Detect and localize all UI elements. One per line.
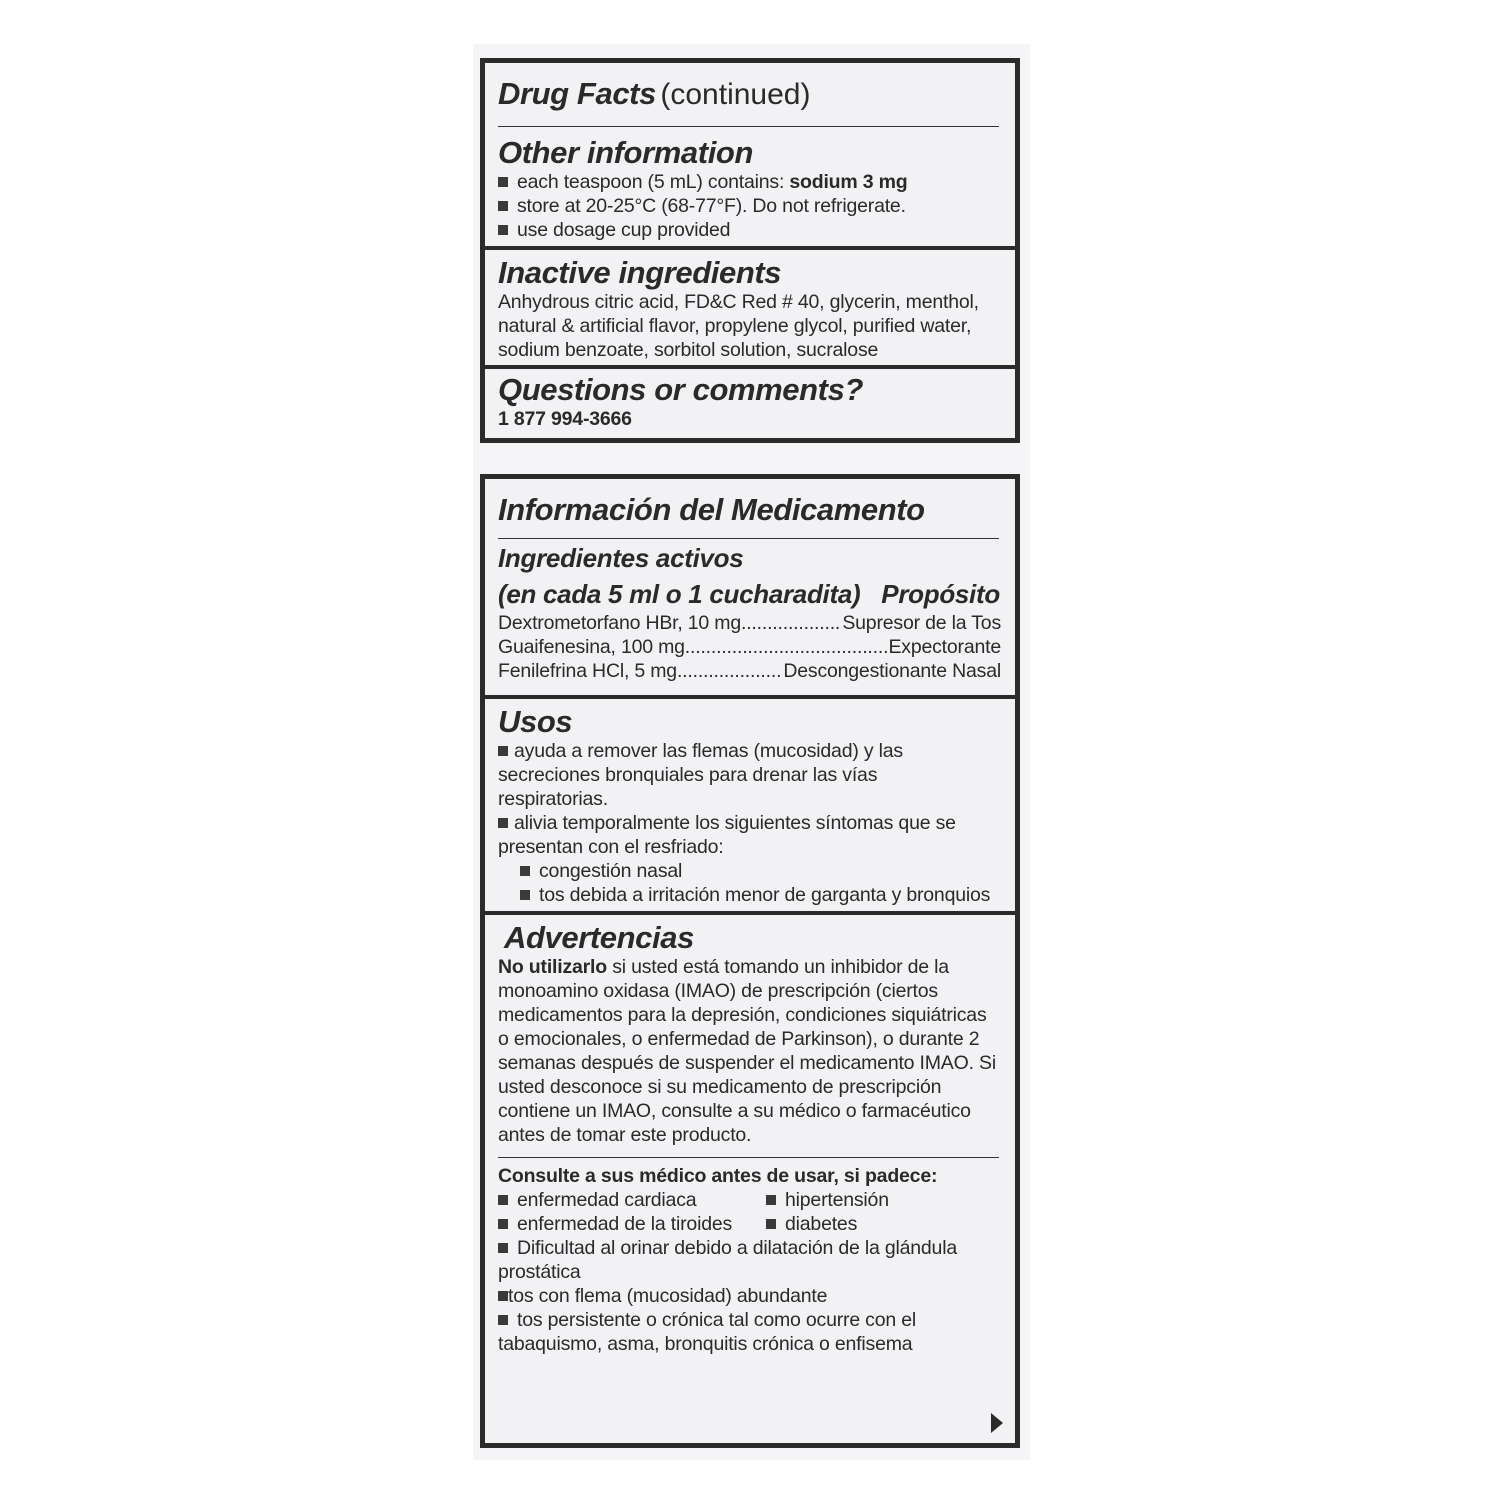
condition-item: Dificultad al orinar debido a dilatación de la glándula bbox=[498, 1236, 1001, 1260]
condition-item: tos persistente o crónica tal como ocurre con el bbox=[498, 1308, 1001, 1332]
warning-line: medicamentos para la depresión, condiciones siquiátricas bbox=[498, 1004, 987, 1026]
inactive-line: sodium benzoate, sorbitol solution, sucralose bbox=[498, 339, 879, 361]
warning-line: o emocionales, o enfermedad de Parkinson), o durante 2 bbox=[498, 1028, 980, 1050]
bullet-icon bbox=[498, 818, 508, 828]
inactive-ingredients-heading: Inactive ingredients bbox=[498, 255, 782, 290]
warning-line: usted desconoce si su medicamento de prescripción bbox=[498, 1076, 942, 1098]
usos-subitem: congestión nasal bbox=[498, 859, 1001, 883]
advertencias-heading: Advertencias bbox=[504, 920, 694, 955]
purpose-heading: Propósito bbox=[881, 579, 1000, 609]
usos-heading: Usos bbox=[498, 704, 573, 739]
other-info-item: each teaspoon (5 mL) contains: sodium 3 mg bbox=[498, 170, 1001, 194]
section-divider bbox=[485, 246, 1015, 250]
active-ingredients-heading: Ingredientes activos bbox=[498, 543, 744, 573]
condition-line: prostática bbox=[498, 1261, 581, 1283]
other-info-item: use dosage cup provided bbox=[498, 218, 1001, 242]
ingredient-row: Guaifenesina, 100 mg ..... Expectorante bbox=[498, 635, 1001, 659]
usos-item: alivia temporalmente los siguientes síntomas que se bbox=[498, 811, 1001, 835]
consult-section bbox=[485, 1164, 1015, 1356]
other-information-section bbox=[485, 136, 1015, 242]
section-divider bbox=[485, 365, 1015, 369]
drug-facts-title: Drug Facts bbox=[498, 76, 656, 111]
bullet-icon bbox=[520, 866, 530, 876]
section-divider bbox=[485, 695, 1015, 699]
active-ingredients-subheading: (en cada 5 ml o 1 cucharadita) Propósito bbox=[498, 579, 1000, 609]
bullet-icon bbox=[498, 1315, 508, 1325]
bullet-icon bbox=[498, 1219, 508, 1229]
warning-line: monoamino oxidasa (IMAO) de prescripción (ciertos bbox=[498, 980, 938, 1002]
bullet-icon bbox=[498, 1243, 508, 1253]
usos-line: secreciones bronquiales para drenar las vías bbox=[498, 764, 878, 786]
ingredient-row: Dextrometorfano HBr, 10 mg ..... Supresor de la Tos bbox=[498, 611, 1001, 635]
warning-line: contiene un IMAO, consulte a su médico o farmacéutico bbox=[498, 1100, 971, 1122]
consult-rule bbox=[498, 1157, 999, 1158]
usos-subitem: tos debida a irritación menor de garganta y bronquios bbox=[498, 883, 1001, 907]
bullet-icon bbox=[498, 177, 508, 187]
condition-item: tos con flema (mucosidad) abundante bbox=[498, 1284, 1001, 1308]
inactive-ingredients-section bbox=[485, 256, 1015, 362]
advertencias-section bbox=[485, 921, 1015, 1147]
bullet-icon bbox=[498, 746, 508, 756]
condition-row: enfermedad cardiaca hipertensión bbox=[498, 1188, 1001, 1212]
bullet-icon bbox=[520, 890, 530, 900]
usos-line: respiratorias. bbox=[498, 788, 608, 810]
consult-heading: Consulte a sus médico antes de usar, si padece: bbox=[498, 1165, 938, 1187]
bullet-icon bbox=[498, 1195, 508, 1205]
bullet-icon bbox=[498, 1291, 508, 1301]
header-rule bbox=[498, 538, 999, 539]
warning-line: antes de tomar este producto. bbox=[498, 1124, 752, 1146]
continue-arrow-icon bbox=[991, 1413, 1003, 1433]
usos-line: presentan con el resfriado: bbox=[498, 836, 724, 858]
drug-facts-panel bbox=[480, 58, 1020, 443]
active-ingredients-section bbox=[485, 543, 1015, 683]
condition-line: tabaquismo, asma, bronquitis crónica o enfisema bbox=[498, 1333, 913, 1355]
bullet-icon bbox=[498, 201, 508, 211]
info-medicamento-panel bbox=[480, 474, 1020, 1448]
inactive-line: Anhydrous citric acid, FD&C Red # 40, glycerin, menthol, bbox=[498, 291, 979, 313]
info-title: Información del Medicamento bbox=[498, 492, 925, 527]
inactive-line: natural & artificial flavor, propylene glycol, purified water, bbox=[498, 315, 972, 337]
bullet-icon bbox=[498, 225, 508, 235]
questions-heading: Questions or comments? bbox=[498, 372, 863, 407]
no-use-line: No utilizarlo si usted está tomando un inhibidor de la bbox=[498, 956, 949, 978]
info-header bbox=[485, 493, 1015, 527]
other-information-heading: Other information bbox=[498, 135, 753, 170]
condition-row: enfermedad de la tiroides diabetes bbox=[498, 1212, 1001, 1236]
drug-facts-header bbox=[485, 77, 1015, 112]
warning-line: semanas después de suspender el medicamento IMAO. Si bbox=[498, 1052, 996, 1074]
header-rule bbox=[498, 126, 999, 127]
drug-facts-suffix: (continued) bbox=[660, 78, 811, 111]
bullet-icon bbox=[766, 1195, 776, 1205]
ingredient-row: Fenilefrina HCl, 5 mg ..... Descongestionante Nasal bbox=[498, 659, 1001, 683]
phone-number: 1 877 994-3666 bbox=[498, 408, 632, 430]
questions-section bbox=[485, 373, 1015, 431]
usos-item: ayuda a remover las flemas (mucosidad) y las bbox=[498, 739, 1001, 763]
bullet-icon bbox=[766, 1219, 776, 1229]
usos-section bbox=[485, 705, 1015, 907]
other-info-item: store at 20-25°C (68-77°F). Do not refrigerate. bbox=[498, 194, 1001, 218]
section-divider bbox=[485, 911, 1015, 915]
